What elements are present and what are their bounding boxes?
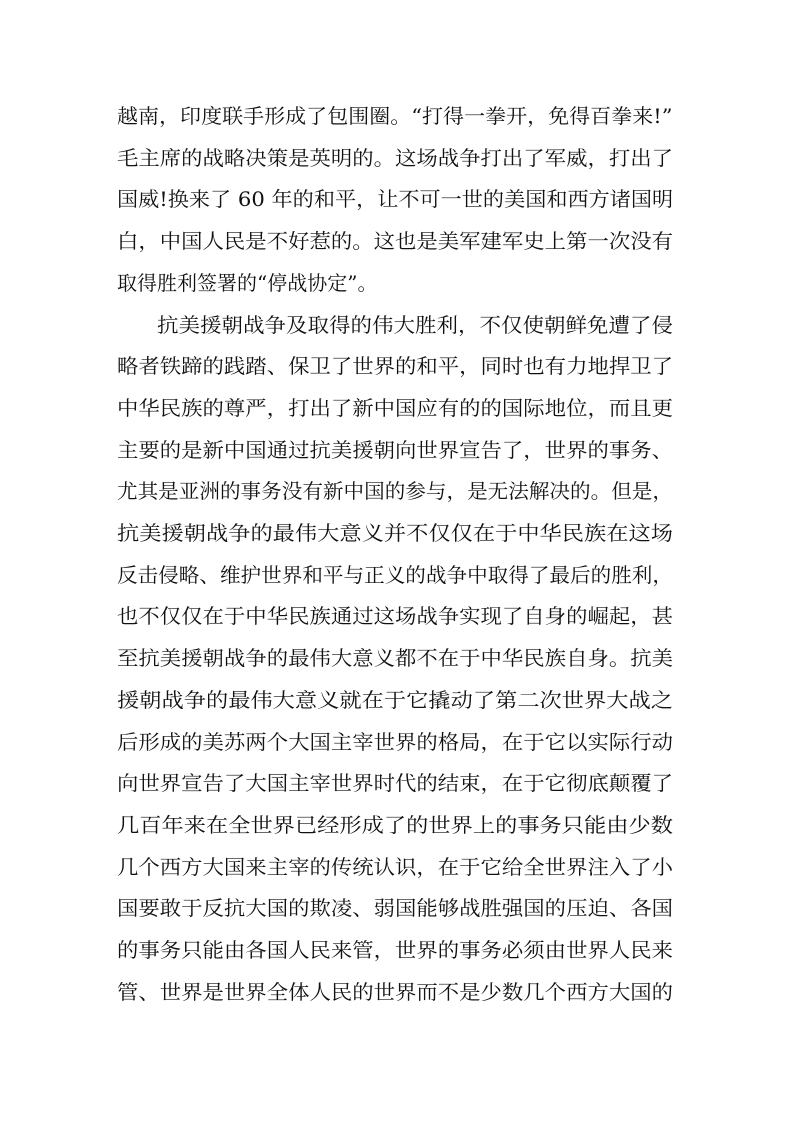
text-line: 至抗美援朝战争的最伟大意义都不在于中华民族自身。抗美 [117, 646, 673, 671]
paragraph-start-line: 抗美援朝战争及取得的伟大胜利，不仅使朝鲜免遭了侵 [157, 312, 673, 337]
text-line: 反击侵略、维护世界和平与正义的战争中取得了最后的胜利， [117, 562, 673, 587]
text-line: 白，中国人民是不好惹的。这也是美军建军史上第一次没有 [117, 229, 673, 254]
text-line: 抗美援朝战争的最伟大意义并不仅仅在于中华民族在这场 [117, 521, 673, 545]
text-line: 中华民族的尊严，打出了新中国应有的的国际地位，而且更 [117, 395, 673, 420]
text-line: 后形成的美苏两个大国主宰世界的格局，在于它以实际行动 [117, 729, 673, 754]
text-line: 国要敢于反抗大国的欺凌、弱国能够战胜强国的压迫、各国 [117, 896, 673, 921]
text-line: 的事务只能由各国人民来管，世界的事务必须由世界人民来 [117, 938, 673, 962]
text-line: 几个西方大国来主宰的传统认识，在于它给全世界注入了小 [117, 854, 673, 879]
text-line: 也不仅仅在于中华民族通过这场战争实现了自身的崛起，甚 [117, 604, 673, 629]
text-line: 国威!换来了 60 年的和平，让不可一世的美国和西方诸国明 [117, 187, 674, 212]
text-line: 主要的是新中国通过抗美援朝向世界宣告了，世界的事务、 [117, 437, 673, 462]
text-line: 取得胜利签署的“停战协定”。 [117, 270, 378, 295]
text-line: 略者铁蹄的践踏、保卫了世界的和平，同时也有力地捍卫了 [117, 354, 673, 379]
text-line: 几百年来在全世界已经形成了的世界上的事务只能由少数 [117, 812, 673, 837]
text-line: 援朝战争的最伟大意义就在于它撬动了第二次世界大战之 [117, 687, 673, 712]
text-line: 向世界宣告了大国主宰世界时代的结束，在于它彻底颠覆了 [117, 771, 673, 796]
text-line: 尤其是亚洲的事务没有新中国的参与，是无法解决的。但是， [117, 479, 673, 504]
text-line: 毛主席的战略决策是英明的。这场战争打出了军威，打出了 [117, 145, 673, 170]
text-line: 越南，印度联手形成了包围圈。“打得一拳开，免得百拳来!” [117, 104, 673, 128]
text-line: 管、世界是世界全体人民的世界而不是少数几个西方大国的 [117, 979, 673, 1004]
